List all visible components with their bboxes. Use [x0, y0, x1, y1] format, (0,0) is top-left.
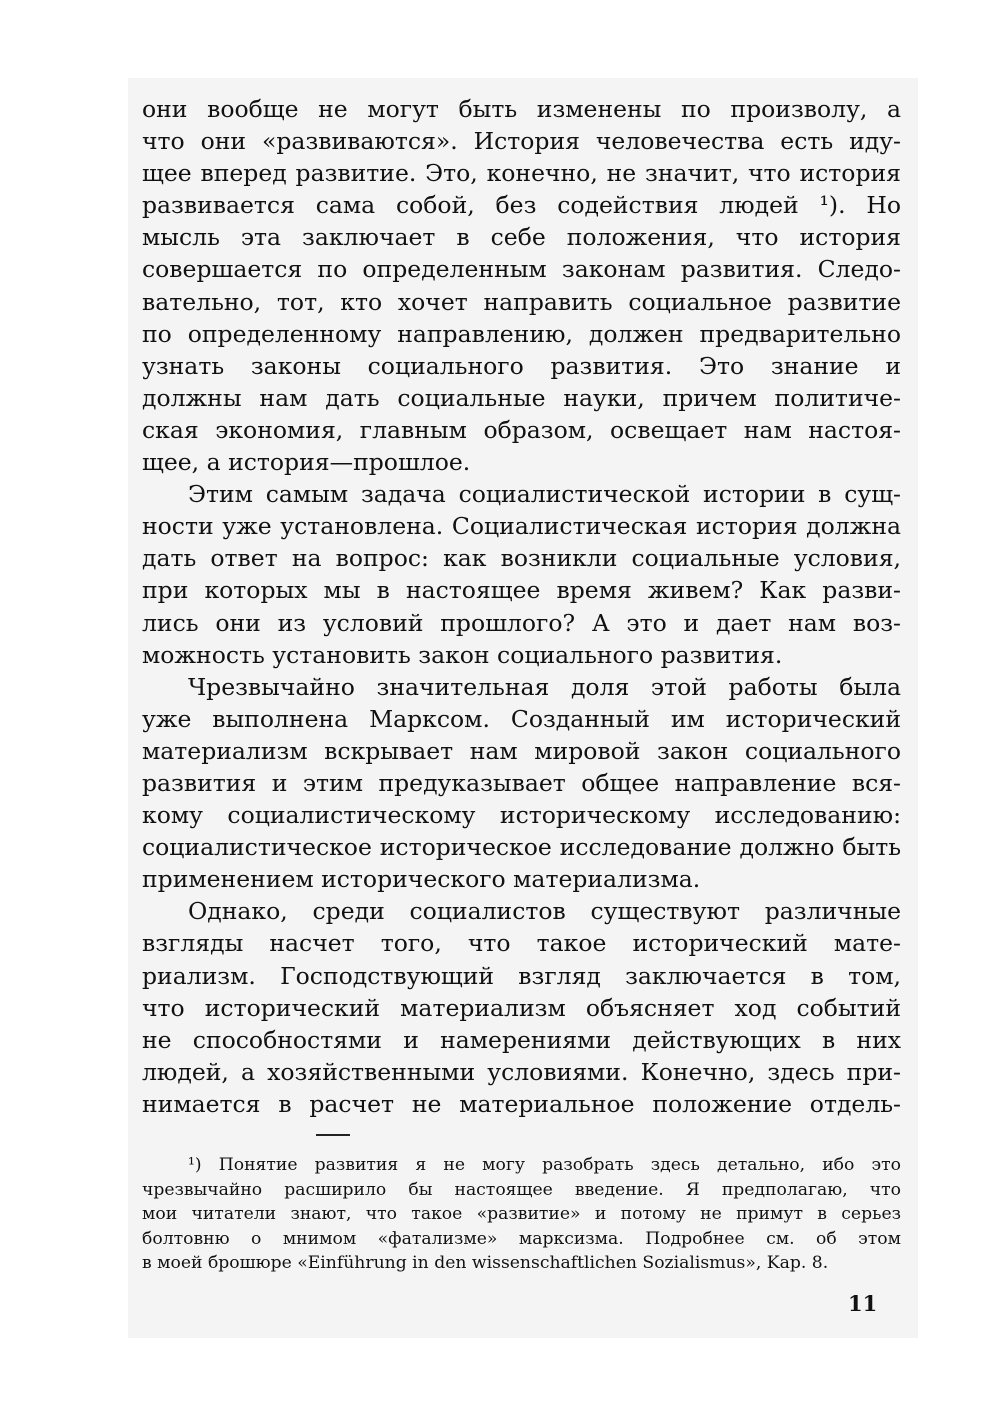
text-line: при которых мы в настоящее время живем? Как разви-: [142, 576, 901, 605]
text-line: щее вперед развитие. Это, конечно, не значит, что история: [142, 159, 901, 188]
text-line: что они «развиваются». История человечества есть иду-: [142, 127, 901, 156]
text-line: ности уже установлена. Социалистическая история должна: [142, 512, 901, 541]
text-line: ская экономия, главным образом, освещает нам настоя-: [142, 415, 901, 444]
text-line: они вообще не могут быть изменены по произволу, а: [142, 95, 901, 123]
text-line: взгляды насчет того, что такое исторический мате-: [142, 929, 901, 958]
text-line: должны нам дать социальные науки, причем политиче-: [142, 383, 901, 412]
text-line: уже выполнена Марксом. Созданный им исторический: [142, 704, 901, 733]
text-line: узнать законы социального развития. Это знание и: [142, 351, 901, 380]
text-line: можность установить закон социального развития.: [142, 640, 783, 669]
text-line: развивается сама собой, без содействия людей ¹). Но: [142, 191, 901, 220]
text-line: материализм вскрывает нам мировой закон социального: [142, 736, 901, 765]
text-line: риализм. Господствующий взгляд заключается в том,: [142, 961, 901, 990]
text-line: кому социалистическому историческому исследованию:: [142, 801, 901, 830]
text-line: щее, а история—прошлое.: [142, 448, 471, 477]
text-line: нимается в расчет не материальное положение отдель-: [142, 1089, 901, 1118]
text-line: совершается по определенным законам развития. Следо-: [142, 255, 901, 284]
footnote-separator: [316, 1134, 350, 1136]
text-line: людей, а хозяйственными условиями. Конечно, здесь при-: [142, 1057, 901, 1086]
text-line: Чрезвычайно значительная доля этой работы была: [188, 672, 901, 701]
text-line: что исторический материализм объясняет ход событий: [142, 993, 901, 1022]
body-text: [142, 93, 901, 1120]
footnote-line: в моей брошюре «Einführung in den wissenschaftlichen Sozialismus», Kap. 8.: [142, 1253, 829, 1274]
text-line: Однако, среди социалистов существуют различные: [188, 897, 901, 926]
text-line: вательно, тот, кто хочет направить социальное развитие: [142, 287, 901, 316]
footnote: [142, 1153, 901, 1276]
text-line: Этим самым задача социалистической истории в сущ-: [188, 480, 901, 509]
footnote-line: болтовню о мнимом «фатализме» марксизма. Подробнее см. об этом: [142, 1228, 901, 1249]
text-line: не способностями и намерениями действующих в них: [142, 1025, 901, 1054]
footnote-line: чрезвычайно расширило бы настоящее введение. Я предполагаю, что: [142, 1179, 901, 1200]
text-line: применением исторического материализма.: [142, 865, 701, 894]
footnote-line: ¹) Понятие развития я не могу разобрать здесь детально, ибо это: [188, 1155, 901, 1175]
text-line: по определенному направлению, должен предварительно: [142, 319, 901, 348]
text-line: развития и этим предуказывает общее направление вся-: [142, 768, 901, 797]
text-line: мысль эта заключает в себе положения, что история: [142, 223, 901, 252]
footnote-line: мои читатели знают, что такое «развитие» и потому не примут в серьез: [142, 1204, 901, 1225]
text-line: социалистическое историческое исследование должно быть: [142, 833, 901, 862]
text-line: лись они из условий прошлого? А это и дает нам воз-: [142, 608, 901, 637]
page-number: 11: [848, 1291, 878, 1316]
text-line: дать ответ на вопрос: как возникли социальные условия,: [142, 544, 901, 573]
